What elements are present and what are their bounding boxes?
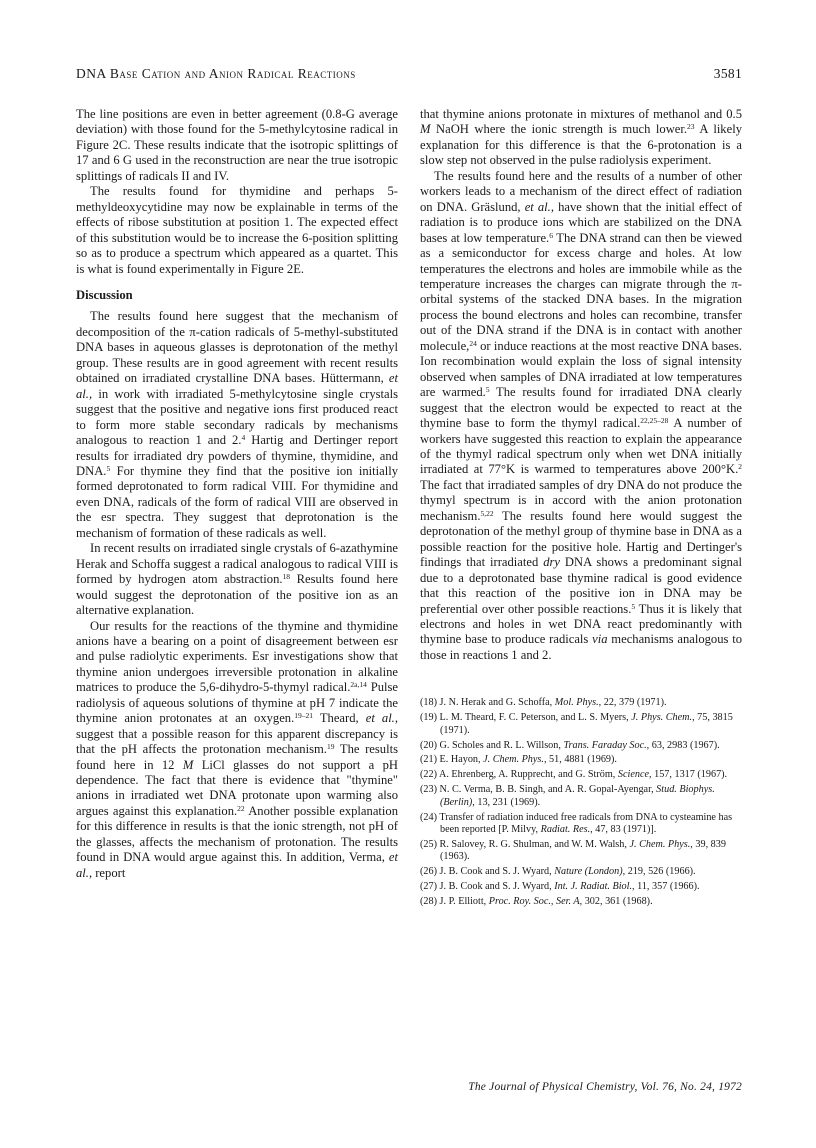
reference-item: (22) A. Ehrenberg, A. Rupprecht, and G. Ström, Science, 157, 1317 (1967). <box>420 769 728 781</box>
citation-marker: 4 <box>241 433 246 443</box>
reference-item: (25) R. Salovey, R. G. Shulman, and W. M. Walsh, J. Chem. Phys., 39, 839 (1963). <box>420 838 726 863</box>
citation-marker: 19–21 <box>294 711 314 721</box>
citation-marker: 22,25–28 <box>640 416 669 426</box>
citation-marker: 23 <box>687 122 695 132</box>
reference-item: (27) J. B. Cook and S. J. Wyard, Int. J. Radiat. Biol., 11, 357 (1966). <box>420 881 700 893</box>
paragraph: In recent results on irradiated single crystals of 6-azathymine Herak and Schoffa suggest a radical analogous to radical VIII is formed by hydrogen atom abstraction.$^{18}$ Results found here would suggest the deprotonation of the positive ion as an alternative explanation. <box>76 541 398 618</box>
citation-marker: 5,22 <box>480 508 494 518</box>
paragraph: The line positions are even in better agreement (0.8-G average deviation) with those found for the 5-methylcytosine radical in Figure 2C. These results indicate that the isotropic splittings of 17 and 6 G used in the reconstruction are near the true isotropic splittings of radicals II and IV. <box>76 107 398 183</box>
citation-marker: 18 <box>282 572 291 582</box>
reference-item: (19) L. M. Theard, F. C. Peterson, and L. S. Myers, J. Phys. Chem., 75, 3815 (1971). <box>420 712 733 736</box>
left-column <box>76 107 398 881</box>
reference-item: (20) G. Scholes and R. L. Willson, Trans. Faraday Soc., 63, 2983 (1967). <box>420 739 720 751</box>
paragraph: Our results for the reactions of the thymine and thymidine anions have a bearing on a point of disagreement between esr and pulse radiolytic experiments. Esr investigations show that thymine anion undergoes irreversible protonation in alkaline matrices to produce the 5,6-dihydro-5-thymyl radical.$^{2a,14}$ Pulse radiolysis of aqueous solutions of thymine at pH 7 indicate the thymine anion protonates at an oxygen.$^{19-21}$ Theard, et al., suggest that a possible reason for this apparent discrepancy is that the pH affects the protonation mechanism.$^{19}$ The results found here in 12 M LiCl glasses do not support a pH dependence. The fact that there is evidence that "thymine" anions in irradiated wet DNA protonate upon warming also argues against this explanation.$^{22}$ Another possible explanation for this difference in results is that the ionic strength, not pH of the glasses, affects the mechanism of protonation. The results found in DNA would argue against this. In addition, Verma, et al., report <box>76 618 398 880</box>
reference-item: (28) J. P. Elliott, Proc. Roy. Soc., Ser. A, 302, 361 (1968). <box>420 896 653 907</box>
page-number: 3581 <box>713 66 742 81</box>
paragraph: The results found for thymidine and perhaps 5-methyldeoxycytidine may now be explainable in terms of the effects of ribose substitution at position 1. The expected effect of this substitution would be to increase the 6-position splitting so as to produce a spectrum which appeared as a quartet. This is what is found experimentally in Figure 2E. <box>76 184 398 276</box>
citation-marker: 22 <box>237 803 245 813</box>
reference-item: (21) E. Hayon, J. Chem. Phys., 51, 4881 (1969). <box>420 754 617 766</box>
running-title: DNA Base Cation and Anion Radical Reactions <box>76 66 356 81</box>
citation-marker: 6 <box>549 230 553 240</box>
reference-item: (18) J. N. Herak and G. Schoffa, Mol. Phys., 22, 379 (1971). <box>420 697 667 709</box>
references-list <box>420 697 742 908</box>
reference-item: (23) N. C. Verma, B. B. Singh, and A. R. Gopal-Ayengar, Stud. Biophys. (Berlin), 13, 231 (1969). <box>420 784 715 808</box>
running-header <box>76 66 742 86</box>
paragraph: The results found here and the results of a number of other workers leads to a mechanism of the direct effect of radiation on DNA. Gräslund, et al., have shown that the initial effect of radiation is to produce ions which are stabilized on the DNA bases at low temperature.$^6$ The DNA strand can then be viewed as a semiconductor for excess charge and holes. At low temperatures the electrons and holes are immobile while as the temperature increases the charges can migrate through the π-orbital systems of the stacked DNA bases. In the migration process the bound electrons and holes can recombine, transfer out of the DNA strand if the DNA is in contact with another molecule,$^{24}$ or induce reactions at the most reactive DNA bases. Ion recombination would explain the loss of signal intensity observed when samples of DNA irradiated at low temperatures are warmed.$^5$ The results found for irradiated DNA clearly suggest that the electron would be expected to react at the thymine base to form the thymyl radical.$^{22,25-28}$ A number of workers have suggested this reaction to explain the appearance of the thymyl radical spectrum only when wet DNA initially irradiated at 77°K is warmed to temperatures above 200°K.$^2$ The fact that irradiated samples of dry DNA do not produce the thymyl spectrum is in accord with the anion protonation mechanism.$^{5,22}$ The results found here would suggest the deprotonation of the methyl group of thymine base in DNA as a possible reaction for the positive hole. Hartig and Dertinger's findings that irradiated dry DNA shows a predominant signal due to a deprotonated base thymine radical is good evidence that this reaction of the positive ion in DNA may be preferential over other possible reactions.$^5$ Thus it is likely that electrons and holes in wet DNA react predominantly with thymine base to produce radicals via mechanisms analogous to those in reactions 1 and 2. <box>420 168 743 662</box>
citation-marker: 24 <box>469 338 477 348</box>
citation-marker: 5 <box>106 463 111 473</box>
citation-marker: 5 <box>631 601 636 611</box>
reference-item: (24) Transfer of radiation induced free radicals from DNA to cysteamine has been reported [P. Milvy, Radiat. Res., 47, 83 (1971)]. <box>420 811 733 835</box>
citation-marker: 2 <box>738 462 742 472</box>
section-heading-discussion: Discussion <box>76 287 133 302</box>
paragraph: that thymine anions protonate in mixtures of methanol and 0.5 M NaOH where the ionic strength is much lower.$^{23}$ A likely explanation for this difference is that the 6-protonation is a slow step not observed in the pulse radiolysis experiment. <box>420 107 742 168</box>
citation-marker: 2a,14 <box>350 680 367 690</box>
right-column <box>420 107 742 911</box>
citation-marker: 19 <box>326 742 335 752</box>
paragraph: The results found here suggest that the mechanism of decomposition of the π-cation radicals of 5-methyl-substituted DNA bases in aqueous glasses is deprotonation of the methyl group. These results are in good agreement with recent results obtained on irradiated crystalline DNA bases. Hüttermann, et al., in work with irradiated 5-methylcytosine single crystals suggest that the positive and negative ions first produced react to form more stable secondary radicals by mechanisms analogous to reaction 1 and 2.$^4$ Hartig and Dertinger report results for irradiated dry powders of thymine, thymidine, and DNA.$^5$ For thymine they find that the positive ion initially formed deprotonated to form radical VIII. For thymidine and even DNA, radicals of the form of radical VIII are observed in the esr spectra. They suggest that deprotonation is the mechanism of formation of these radicals as well. <box>76 309 398 540</box>
reference-item: (26) J. B. Cook and S. J. Wyard, Nature (London), 219, 526 (1966). <box>420 866 696 878</box>
journal-footer: The Journal of Physical Chemistry, Vol. 76, No. 24, 1972 <box>468 1081 742 1093</box>
citation-marker: 5 <box>485 385 490 395</box>
